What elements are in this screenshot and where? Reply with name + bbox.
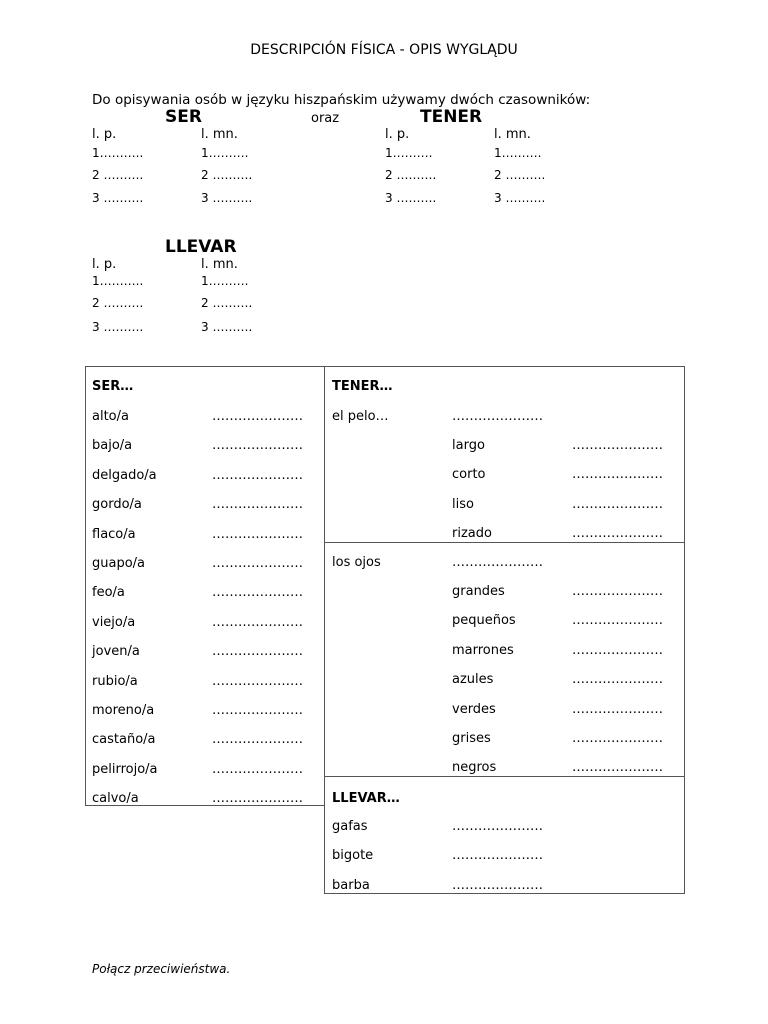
verb-tener-heading: TENER [420,107,483,127]
divider-ojos-llevar [324,776,685,777]
llevar-item-0-label: gafas [332,819,368,834]
pelo-item-0-label: largo [452,438,485,453]
ser-item-6-dots: ………………… [212,585,303,601]
llevar-item-2-dots: ………………… [452,877,543,893]
ser-lmn-1: 1………. [201,146,249,160]
llevar-item-1-label: bigote [332,848,374,864]
tener-lmn-2: 2 ………. [494,168,546,182]
ser-item-6-label: feo/a [92,585,125,601]
ser-table-header: SER… [92,379,134,394]
ojos-item-2-label: marrones [452,642,514,658]
tener-table-header: TENER… [332,379,393,394]
pelo-item-1-dots: ………………… [572,467,663,483]
ojos-dots: ………………… [452,555,543,570]
ojos-item-3-dots: ………………… [572,672,663,688]
ser-item-1-label: bajo/a [92,438,133,454]
ser-item-2-label: delgado/a [92,467,157,483]
ser-item-13-label: calvo/a [92,791,139,807]
ser-item-1-dots: ………………… [212,438,303,454]
ser-item-7-label: viejo/a [92,614,136,630]
ser-item-3-dots: ………………… [212,497,303,513]
llevar-lp-3: 3 ………. [92,320,144,334]
llevar-lmn-3: 3 ………. [201,320,253,334]
ojos-item-0-dots: ………………… [572,584,663,599]
llevar-lp-1: 1……….. [92,274,144,288]
llevar-item-1-dots: ………………… [452,848,543,864]
pelo-label: el pelo… [332,409,389,424]
ser-item-8-dots: ………………… [212,644,303,660]
divider-pelo-ojos [324,542,685,543]
ser-item-0-dots: ………………… [212,409,303,424]
ojos-item-4-label: verdes [452,701,496,717]
oraz-text: oraz [311,111,340,126]
ojos-item-6-label: negros [452,760,497,776]
ojos-item-2-dots: ………………… [572,642,663,658]
ser-lp-label: l. p. [92,127,117,142]
footer-instruction: Połącz przeciwieństwa. [92,962,231,976]
pelo-item-1-label: corto [452,467,486,483]
intro-text: Do opisywania osób w języku hiszpańskim używamy dwóch czasowników: [92,92,591,108]
ser-lmn-label: l. mn. [201,127,238,142]
ser-item-5-label: guapo/a [92,556,146,571]
ojos-item-1-dots: ………………… [572,613,663,629]
tener-lp-1: 1………. [385,146,433,160]
page-title: DESCRIPCIÓN FÍSICA - OPIS WYGLĄDU [250,42,518,58]
verb-ser-heading: SER [165,107,202,127]
ojos-item-3-label: azules [452,672,494,688]
ser-item-4-label: flaco/a [92,526,136,542]
pelo-item-3-label: rizado [452,525,492,541]
tener-lp-2: 2 ………. [385,168,437,182]
llevar-item-2-label: barba [332,877,370,893]
ser-item-9-dots: ………………… [212,673,303,689]
llevar-table-header: LLEVAR… [332,791,400,806]
tener-lmn-label: l. mn. [494,127,531,142]
ser-item-7-dots: ………………… [212,614,303,630]
ser-item-2-dots: ………………… [212,467,303,483]
ser-lp-3: 3 ………. [92,191,144,205]
tener-lmn-1: 1………. [494,146,542,160]
ser-item-11-label: castaño/a [92,732,156,748]
ser-item-12-dots: ………………… [212,761,303,777]
ser-lp-1: 1……….. [92,146,144,160]
pelo-item-3-dots: ………………… [572,525,663,541]
llevar-lp-2: 2 ………. [92,296,144,310]
ser-item-13-dots: ………………… [212,791,303,807]
ser-item-10-dots: ………………… [212,703,303,718]
llevar-lmn-label: l. mn. [201,257,238,272]
ser-item-11-dots: ………………… [212,732,303,748]
ser-item-12-label: pelirrojo/a [92,761,158,777]
ser-item-8-label: joven/a [92,644,140,660]
tener-lmn-3: 3 ………. [494,191,546,205]
ojos-item-4-dots: ………………… [572,701,663,717]
ser-item-10-label: moreno/a [92,703,155,718]
ojos-item-1-label: pequeños [452,613,516,629]
ojos-label: los ojos [332,555,381,570]
ser-lmn-3: 3 ………. [201,191,253,205]
ser-lmn-2: 2 ………. [201,168,253,182]
pelo-dots: ………………… [452,409,543,424]
ser-item-0-label: alto/a [92,409,129,424]
llevar-lmn-2: 2 ………. [201,296,253,310]
ojos-item-6-dots: ………………… [572,760,663,776]
pelo-item-2-dots: ………………… [572,496,663,512]
ser-item-9-label: rubio/a [92,673,138,689]
ojos-item-5-dots: ………………… [572,731,663,746]
verb-llevar-heading: LLEVAR [165,237,237,257]
pelo-item-2-label: liso [452,496,474,512]
pelo-item-0-dots: ………………… [572,438,663,453]
llevar-lp-label: l. p. [92,257,117,272]
ser-item-4-dots: ………………… [212,526,303,542]
tener-lp-3: 3 ………. [385,191,437,205]
ojos-item-5-label: grises [452,731,491,746]
ser-item-5-dots: ………………… [212,556,303,571]
tener-lp-label: l. p. [385,127,410,142]
llevar-lmn-1: 1………. [201,274,249,288]
ojos-item-0-label: grandes [452,584,505,599]
llevar-item-0-dots: ………………… [452,819,543,834]
ser-lp-2: 2 ………. [92,168,144,182]
ser-item-3-label: gordo/a [92,497,142,513]
